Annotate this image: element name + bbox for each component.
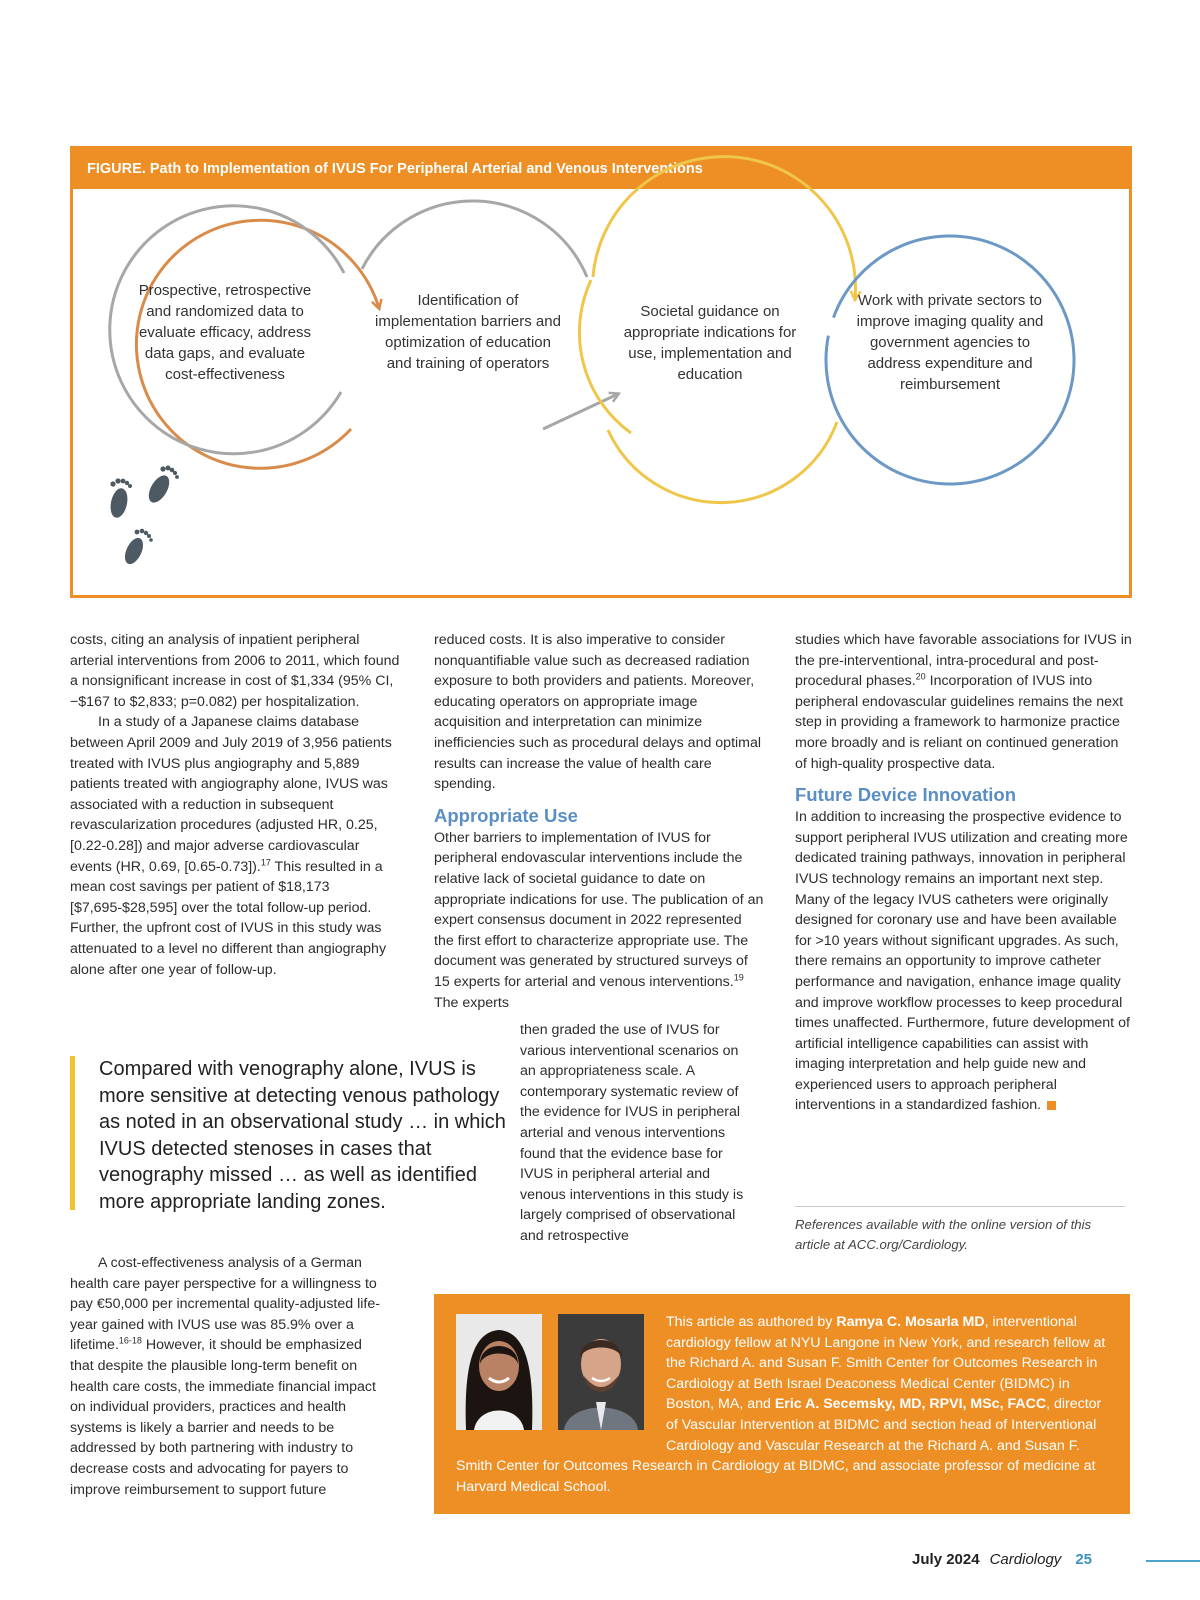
paragraph	[795, 807, 1133, 1116]
magazine-name: Cardiology	[989, 1551, 1062, 1568]
page-number: 25	[1075, 1551, 1092, 1568]
figure-caption: FIGURE. Path to Implementation of IVUS For Peripheral Arterial and Venous Interventions	[73, 149, 1129, 189]
text-run: This resulted in a mean cost savings per patient of $18,173 [$7,695-$28,595] over the total follow-up period. Further, the upfront cost of IVUS in this study was attenuated to a level no different than angiography alone after one year of follow-up.	[70, 858, 387, 978]
end-mark-icon	[1047, 1101, 1056, 1110]
paragraph: costs, citing an analysis of inpatient peripheral arterial interventions from 2006 to 2011, which found a nonsignificant increase in cost of $1,334 (95% CI, −$167 to $2,833; p=0.082) per hospitalization.	[70, 632, 400, 710]
column-1-top	[70, 630, 400, 980]
text-run: , director of Vascular Intervention at BIDMC and section head of Interventional Cardiology and Vascular Research at the Richard A. and Susan F. Smith Center for Outcomes Research in Cardiology at BIDMC, and associate professor of medicine at Harvard Medical School.	[456, 1396, 1102, 1495]
reference-mark: 20	[915, 671, 926, 682]
text-run: The experts	[434, 994, 509, 1011]
reference-mark: 19	[733, 972, 744, 983]
text-run: In a study of a Japanese claims database between April 2009 and July 2019 of 3,956 patients treated with IVUS plus angiography and 5,889 patients treated with angiography alone, IVUS was associated with a reduction in subsequent revascularization procedures (adjusted HR, 0.25, [0.22-0.28]) and major adverse cardiovascular events (HR, 0.69, [0.65-0.73]).	[70, 714, 392, 875]
step-4-text: Work with private sectors to improve imaging quality and government agencies to address expenditure and reimbursement	[856, 292, 1044, 393]
text-run: Other barriers to implementation of IVUS for peripheral endovascular interventions include the relative lack of societal guidance to date on appropriate indications for use. The publication of an expert consensus document in 2022 represented the first effort to characterize appropriate use. The document was generated by structured surveys of 15 experts for arterial and venous interventions.	[434, 829, 764, 990]
footprints-icon	[101, 461, 191, 571]
author-box	[434, 1294, 1130, 1514]
section-heading-future-device-innovation: Future Device Innovation	[795, 784, 1017, 806]
step-2-top-arc	[362, 201, 587, 277]
text-run: studies which have favorable associations for IVUS in the pre-interventional, intra-procedural and post-procedural phases.	[795, 632, 1132, 690]
step-3-top-arc	[593, 157, 855, 299]
references-note: References available with the online version of this article at ACC.org/Cardiology.	[795, 1206, 1125, 1255]
paragraph: reduced costs. It is also imperative to consider nonquantifiable value such as decreased radiation exposure to both providers and patients. Moreover, educating operators on appropriate image acquisition and interpretation can minimize inefficiencies such as procedural delays and optimal results can increase the value of health care spending.	[434, 632, 762, 793]
text-run: This article as authored by	[666, 1314, 837, 1330]
footer-rule	[1146, 1560, 1200, 1562]
paragraph	[70, 1253, 382, 1500]
photo-spacer	[456, 1312, 666, 1436]
paragraph	[70, 712, 400, 980]
column-2	[434, 630, 764, 1013]
author-bio	[456, 1312, 1106, 1497]
step-2-text: Identification of implementation barriers and optimization of education and training of operators	[375, 292, 561, 372]
paragraph	[795, 630, 1133, 774]
page-footer	[912, 1550, 1092, 1570]
author-name: Eric A. Secemsky, MD, RPVI, MSc, FACC	[774, 1396, 1047, 1413]
text-run: In addition to increasing the prospective evidence to support peripheral IVUS utilization and creating more dedicated training pathways, innovation in peripheral IVUS technology remains an important next step. Many of the legacy IVUS catheters were originally designed for coronary use and have been available for >10 years without significant upgrades. As such, there remains an opportunity to improve catheter performance and navigation, enhance image quality and improve workflow processes to keep procedural times unaffected. Furthermore, future development of artificial intelligence capabilities can assist with imaging interpretation and help guide new and experienced users to approach peripheral interventions in a standardized fashion.	[795, 809, 1130, 1114]
reference-mark: 16-18	[118, 1335, 142, 1346]
step-3-text: Societal guidance on appropriate indications for use, implementation and education	[623, 303, 797, 383]
paragraph	[434, 828, 764, 1013]
issue-date: July 2024	[912, 1551, 980, 1568]
figure-panel	[70, 146, 1132, 598]
reference-mark: 17	[260, 856, 271, 867]
column-3	[795, 630, 1133, 1116]
text-run: However, it should be emphasized that despite the plausible long-term benefit on health care costs, the immediate financial impact on individual providers, practices and health systems is likely a barrier and needs to be addressed by both partnering with industry to decrease costs and advocating for payers to improve reimbursement to support future	[70, 1337, 376, 1498]
section-heading-appropriate-use: Appropriate Use	[434, 804, 578, 826]
column-1-bottom	[70, 1253, 382, 1500]
pull-quote: Compared with venography alone, IVUS is more sensitive at detecting venous pathology as noted in an observational study … in which IVUS detected stenoses in cases that venography missed … as well as identified more appropriate landing zones.	[70, 1056, 519, 1210]
text-run: Incorporation of IVUS into peripheral endovascular guidelines remains the next step in providing a framework to harmonize practice more broadly and is reliant on continued generation of high-quality prospective data.	[795, 673, 1124, 772]
author-name: Ramya C. Mosarla MD	[836, 1314, 985, 1330]
text-run: , interventional cardiology fellow at NYU Langone in New York, and research fellow at the Richard A. and Susan F. Smith Center for Outcomes Research in Cardiology at Beth Israel Deaconess Medical Center (BIDMC) in Boston, MA, and	[666, 1314, 1106, 1413]
text-run: A cost-effectiveness analysis of a German health care payer perspective for a willingness to pay €50,000 per incremental quality-adjusted life-year gained with IVUS use was 85.9% over a lifetime.	[70, 1255, 380, 1354]
column-2-continued	[520, 1020, 750, 1247]
step-3-arc-b	[608, 422, 837, 503]
step-1-text: Prospective, retrospective and randomized data to evaluate efficacy, address data gaps, and evaluate cost-effectiveness	[138, 282, 312, 383]
paragraph: then graded the use of IVUS for various interventional scenarios on an appropriateness scale. A contemporary systematic review of the evidence for IVUS in peripheral arterial and venous interventions found that the evidence base for IVUS in peripheral arterial and venous interventions in this study is largely comprised of observational and retrospective	[520, 1022, 744, 1244]
